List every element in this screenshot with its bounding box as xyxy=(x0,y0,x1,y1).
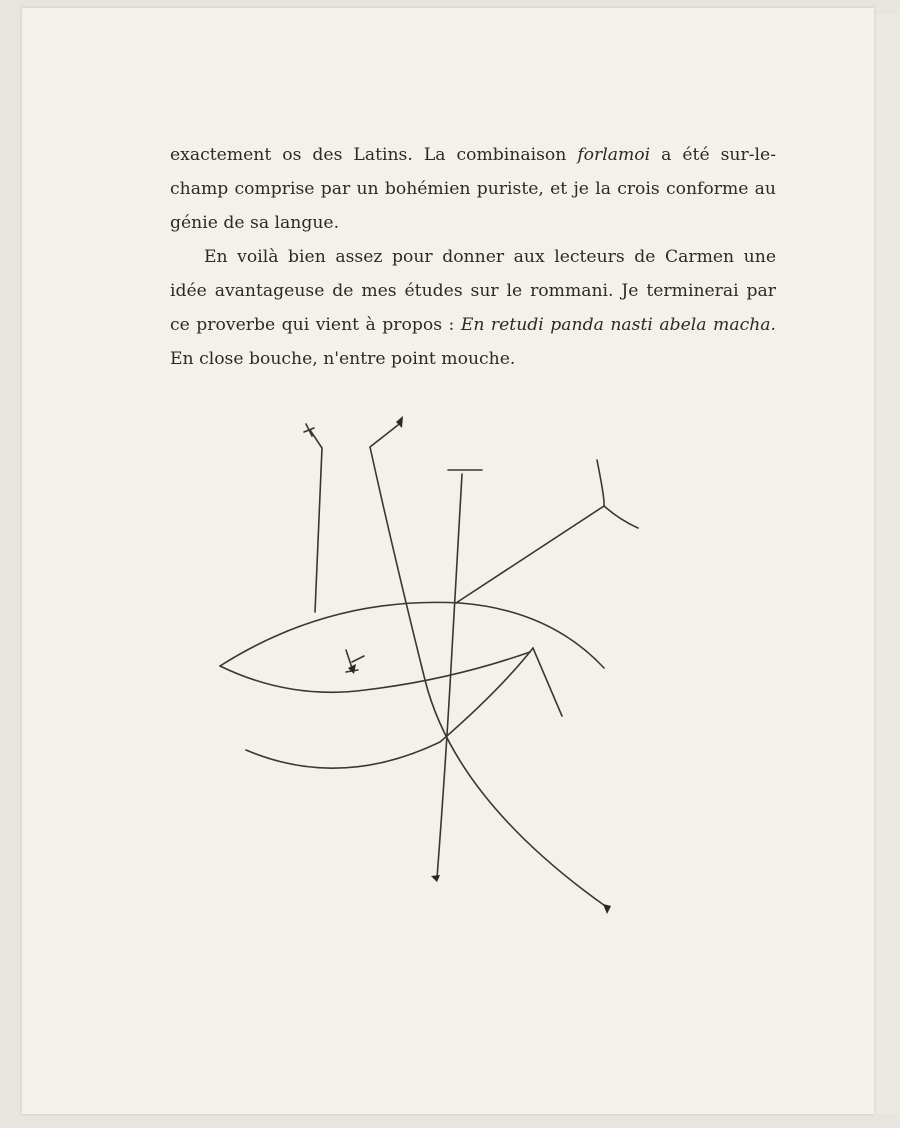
cup-shape xyxy=(597,460,638,528)
arm-to-cup xyxy=(456,506,604,603)
fish-lower-curve xyxy=(220,652,530,692)
lower-sweep-curve xyxy=(246,648,562,768)
diagonal-bottom-tip xyxy=(603,904,611,914)
proverb-italic: En retudi panda nasti abela macha. xyxy=(460,315,776,335)
para2-text-b: En close bouche, n'entre point mouche. xyxy=(170,349,516,369)
stem-bottom-dot xyxy=(431,875,440,882)
italic-word: forlamoi xyxy=(577,145,651,165)
para1-text-b: a été sur-le-champ comprise par un bohémien puriste, et je la crois conforme au génie de sa langue. xyxy=(170,145,777,233)
para1-text-a: exactement os des Latins. La combinaison xyxy=(170,145,578,165)
para2-text-a: En voilà bien assez pour donner aux lecteurs de Carmen une idée avantageuse de mes études sur le rommani. Je terminerai par ce proverbe qui vient à propos : xyxy=(170,247,776,335)
fish-upper-curve xyxy=(220,602,604,668)
left-antenna-line xyxy=(310,430,322,612)
long-diagonal-line xyxy=(370,425,608,908)
